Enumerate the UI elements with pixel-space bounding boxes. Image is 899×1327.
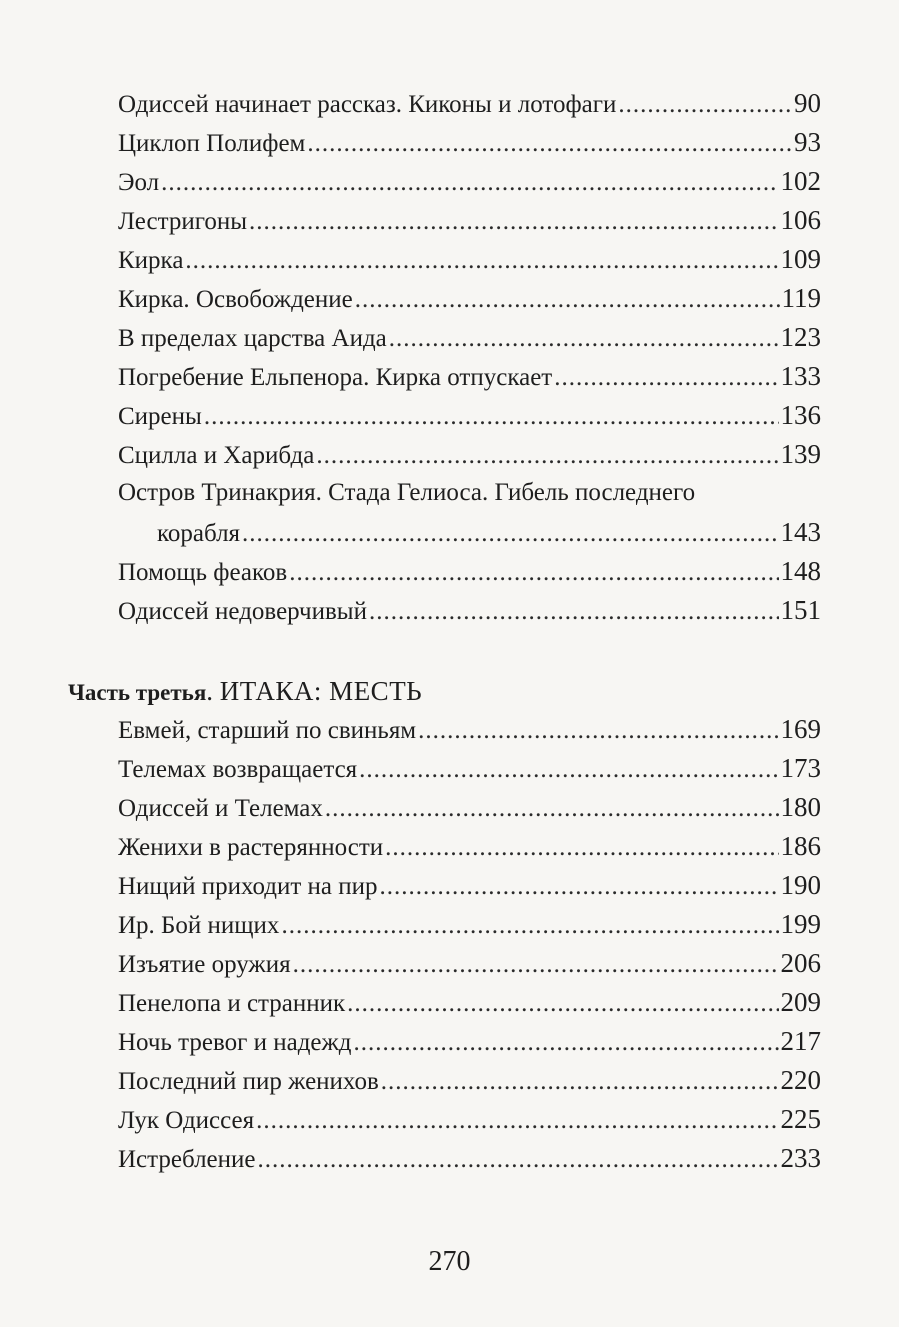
toc-entry <box>118 244 821 276</box>
toc-entry-page: 233 <box>780 1143 821 1173</box>
toc-entry <box>118 556 821 588</box>
toc-entry <box>118 283 821 315</box>
toc-entry <box>118 987 821 1019</box>
toc-entry <box>118 1143 821 1175</box>
page-number: 270 <box>428 1246 471 1277</box>
toc-entry <box>118 595 821 627</box>
toc-entry-title: В пределах царства Аида <box>118 325 387 352</box>
toc-entry-title: Евмей, старший по свиньям <box>118 717 417 744</box>
toc-entry-title: Помощь феаков <box>118 559 288 586</box>
toc-entry-title: Пенелопа и странник <box>118 990 346 1017</box>
toc-entry-title: Погребение Ельпенора. Кирка отпускает <box>118 364 553 391</box>
toc-entry-page: 220 <box>780 1065 821 1095</box>
toc-entry-title: Истребление <box>118 1146 256 1173</box>
toc-entry-title: Ир. Бой нищих <box>118 912 280 939</box>
dot-leader <box>359 755 778 785</box>
toc-entry <box>118 88 821 120</box>
toc-entry <box>118 1026 821 1058</box>
toc-entry <box>118 439 821 471</box>
toc-entry-title: Лук Одиссея <box>118 1107 255 1134</box>
dot-leader <box>307 129 792 159</box>
toc-entry-title-line2: корабля <box>157 520 241 547</box>
dot-leader <box>258 1145 779 1175</box>
toc-entry-title: Изъятие оружия <box>118 951 291 978</box>
toc-entry-page: 217 <box>780 1026 821 1056</box>
toc-entry-page: 136 <box>780 400 821 430</box>
toc-entry-title: Женихи в растерянности <box>118 834 384 861</box>
dot-leader <box>369 597 779 627</box>
dot-leader <box>355 285 780 315</box>
part-separator: . <box>206 676 220 706</box>
dot-leader <box>418 716 778 746</box>
dot-leader <box>618 90 792 120</box>
toc-entry-page: 151 <box>780 595 821 625</box>
toc-entry-page: 123 <box>780 322 821 352</box>
dot-leader <box>289 558 778 588</box>
toc-entry-title: Лестригоны <box>118 208 248 235</box>
dot-leader <box>242 519 778 549</box>
toc-entry-page: 190 <box>780 870 821 900</box>
toc-entry-page: 90 <box>794 88 821 118</box>
toc-entry-page: 173 <box>780 753 821 783</box>
toc-entry-page: 139 <box>780 439 821 469</box>
toc-entry <box>118 322 821 354</box>
toc-entry-title: Одиссей и Телемах <box>118 795 323 822</box>
toc-entry <box>118 361 821 393</box>
toc-entry <box>118 127 821 159</box>
toc-entry <box>118 1104 821 1136</box>
toc-entry <box>157 517 821 549</box>
toc-entry-title: Сирены <box>118 403 202 430</box>
dot-leader <box>354 1028 779 1058</box>
toc-entry-page: 186 <box>780 831 821 861</box>
toc-entry-page: 133 <box>780 361 821 391</box>
toc-entry <box>118 166 821 198</box>
toc-entry-page: 119 <box>781 283 821 313</box>
dot-leader <box>249 207 778 237</box>
part-heading <box>68 675 422 709</box>
toc-entry-page: 209 <box>780 987 821 1017</box>
toc-entry <box>118 948 821 980</box>
toc-entry <box>118 400 821 432</box>
dot-leader <box>161 168 778 198</box>
toc-entry-title: Ночь тревог и надежд <box>118 1029 352 1056</box>
toc-entry <box>118 1065 821 1097</box>
dot-leader <box>293 950 779 980</box>
toc-entry <box>118 792 821 824</box>
toc-entry <box>118 909 821 941</box>
toc-entry-title: Одиссей недоверчивый <box>118 598 367 625</box>
part-title: ИТАКА: МЕСТЬ <box>219 676 423 706</box>
dot-leader <box>389 324 779 354</box>
dot-leader <box>316 441 778 471</box>
toc-entry <box>118 205 821 237</box>
toc-entry <box>118 714 821 746</box>
dot-leader <box>380 872 779 902</box>
toc-entry-title: Телемах возвращается <box>118 756 358 783</box>
toc-entry-page: 169 <box>780 714 821 744</box>
dot-leader <box>325 794 779 824</box>
toc-entry-page: 206 <box>780 948 821 978</box>
toc-entry-title: Эол <box>118 169 160 196</box>
toc-entry-page: 199 <box>780 909 821 939</box>
toc-entry-page: 109 <box>780 244 821 274</box>
dot-leader <box>204 402 779 432</box>
toc-entry-title: Одиссей начинает рассказ. Киконы и лотофаги <box>118 91 617 118</box>
part-label: Часть третья <box>68 680 207 705</box>
toc-entry-page: 106 <box>780 205 821 235</box>
dot-leader <box>256 1106 778 1136</box>
dot-leader <box>554 363 778 393</box>
toc-entry-page: 148 <box>780 556 821 586</box>
toc-entry-title: Последний пир женихов <box>118 1068 379 1095</box>
toc-entry <box>118 831 821 863</box>
toc-entry-page: 225 <box>780 1104 821 1134</box>
toc-entry-title: Сцилла и Харибда <box>118 442 315 469</box>
dot-leader <box>381 1067 779 1097</box>
toc-entry <box>118 870 821 902</box>
toc-entry-title: Циклоп Полифем <box>118 130 306 157</box>
toc-entry-page: 102 <box>780 166 821 196</box>
toc-entry-title: Кирка <box>118 247 184 274</box>
toc-entry-title-line1: Остров Тринакрия. Стада Гелиоса. Гибель последнего <box>118 479 696 506</box>
dot-leader <box>281 911 778 941</box>
dot-leader <box>185 246 778 276</box>
dot-leader <box>385 833 778 863</box>
toc-entry <box>118 753 821 785</box>
toc-entry-title: Нищий приходит на пир <box>118 873 378 900</box>
toc-entry-page: 180 <box>780 792 821 822</box>
toc-entry-title: Кирка. Освобождение <box>118 286 353 313</box>
toc-entry-page: 93 <box>794 127 821 157</box>
toc-entry-page: 143 <box>780 517 821 547</box>
dot-leader <box>347 989 778 1019</box>
